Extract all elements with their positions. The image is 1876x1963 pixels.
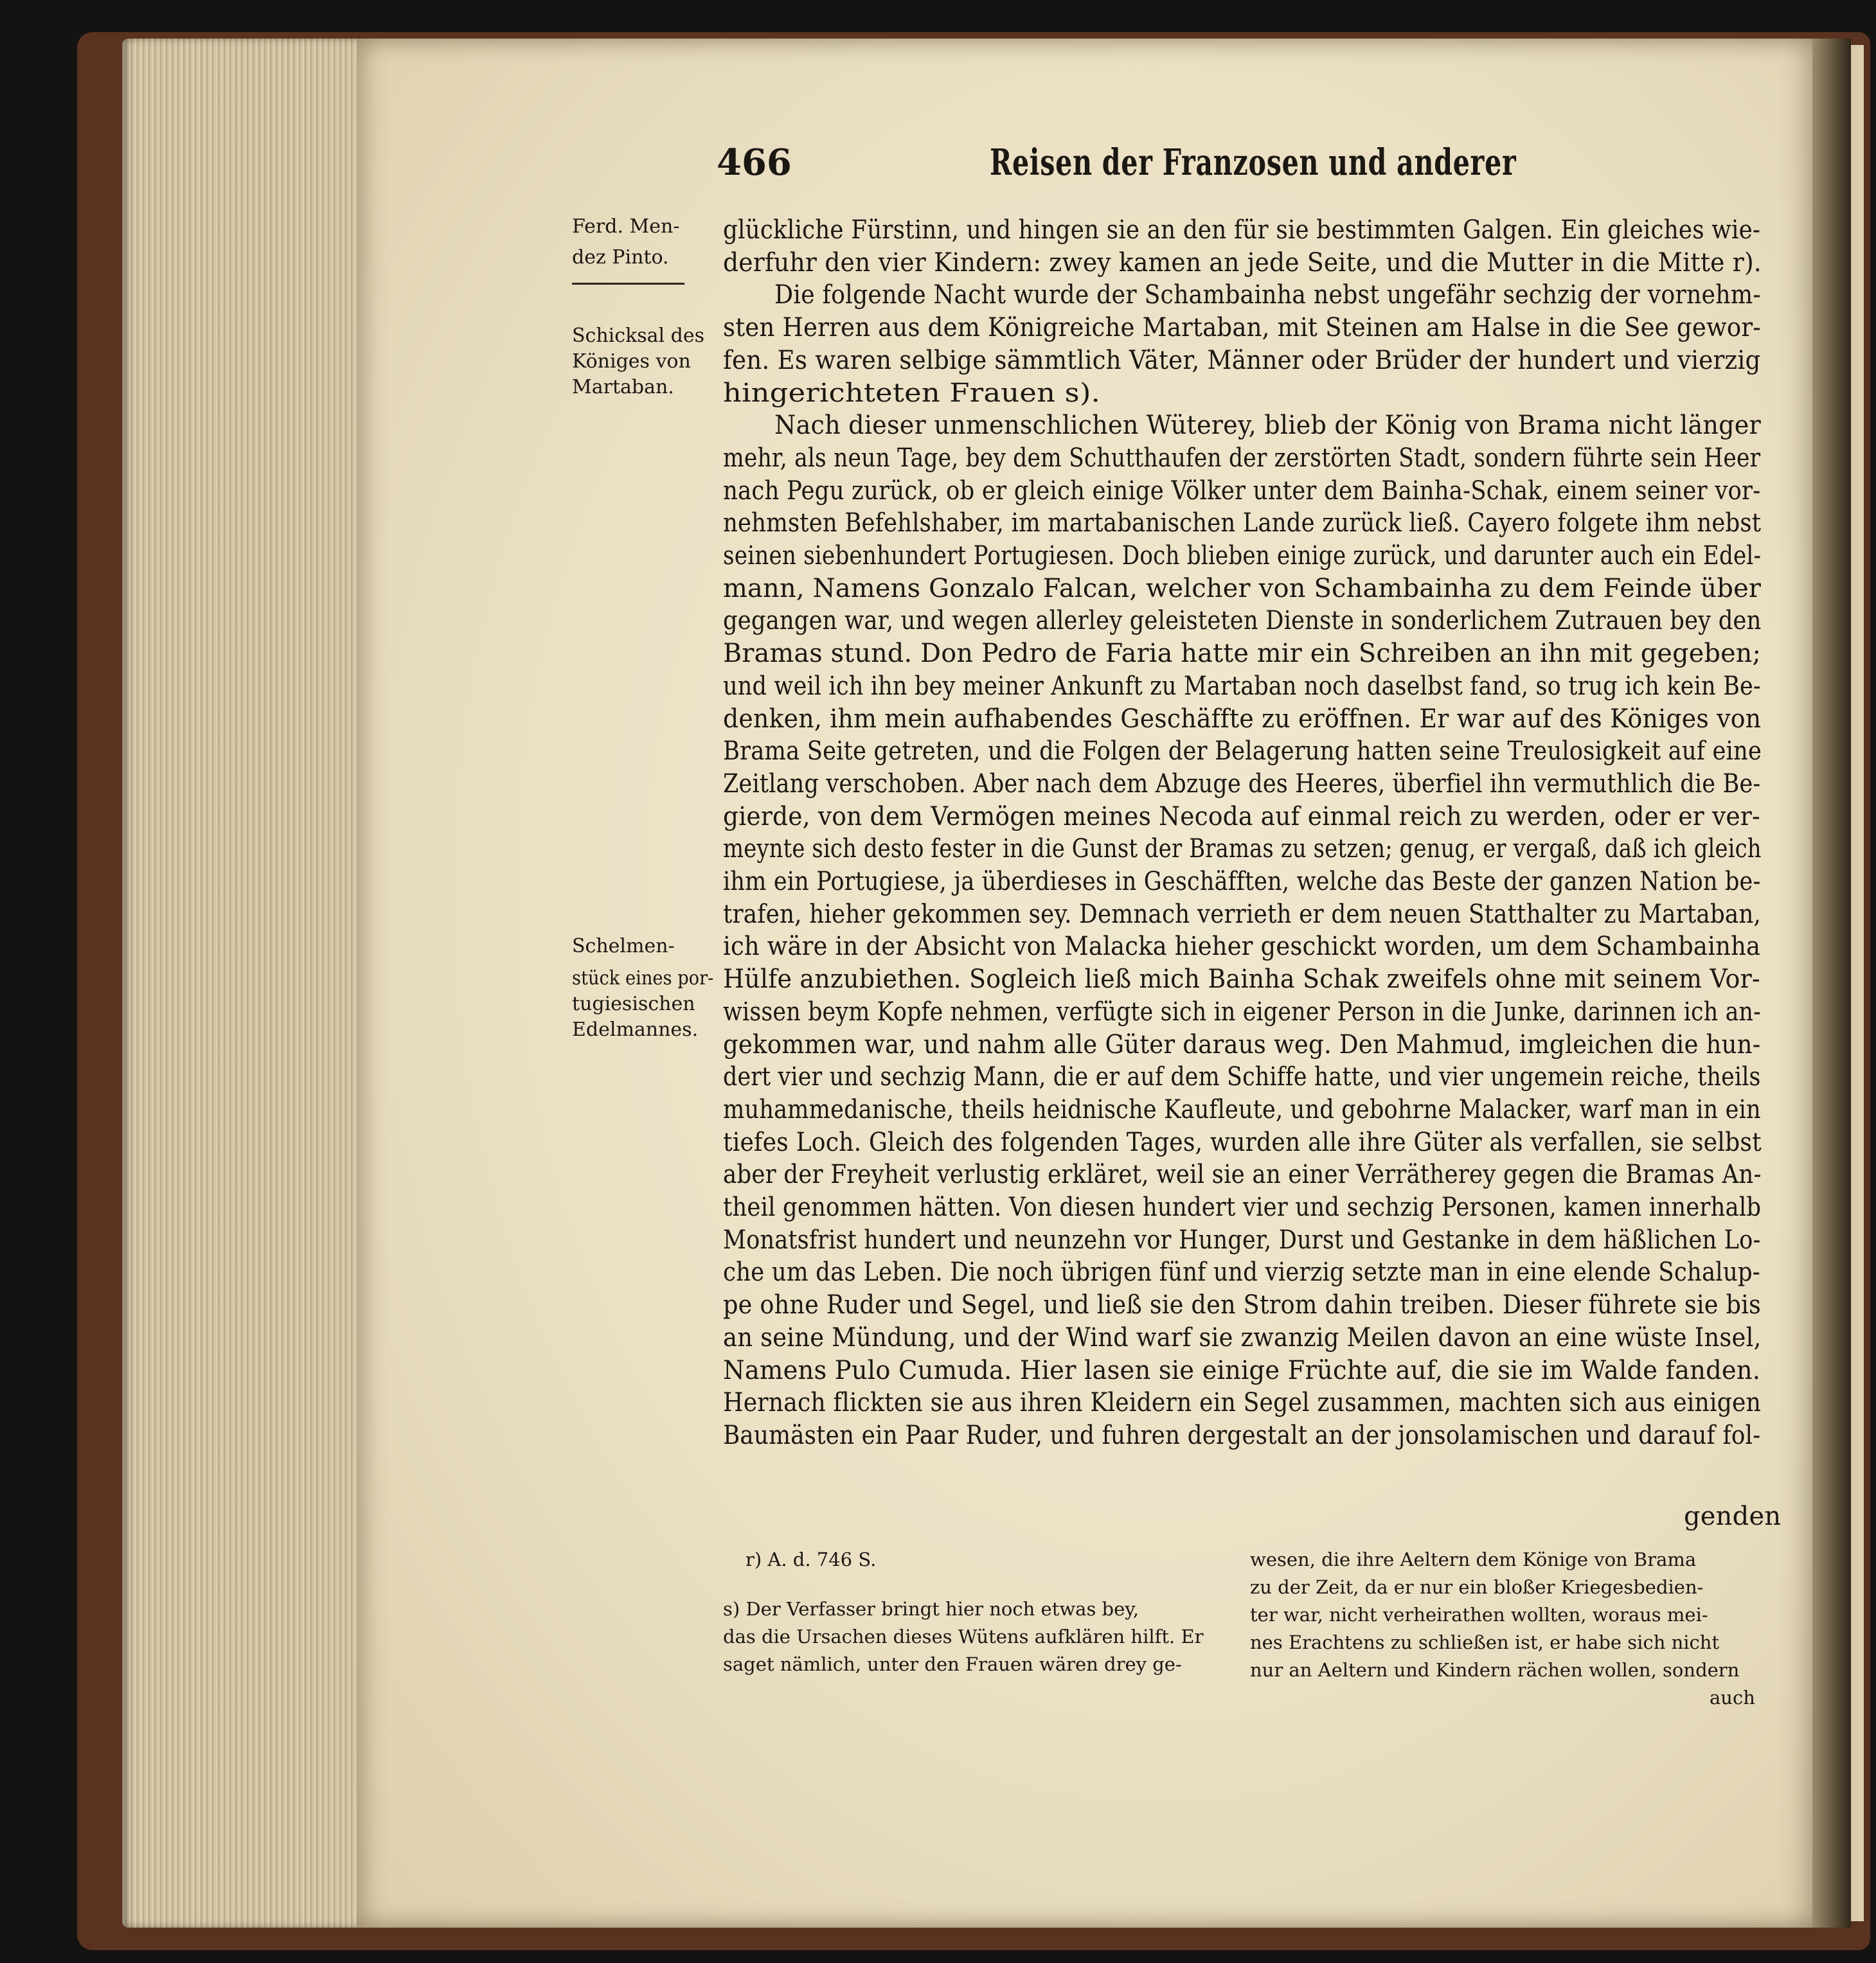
sidenote-divider bbox=[572, 283, 684, 285]
text-line: glückliche Fürstinn, und hingen sie an den für sie bestimmten Galgen. Ein gleiches wie- bbox=[723, 215, 1761, 245]
footnote-line: nur an Aeltern und Kindern rächen wollen, sondern bbox=[1250, 1659, 1740, 1681]
page-gutter bbox=[1812, 39, 1851, 1928]
text-line: trafen, hieher gekommen sey. Demnach verrieth er dem neuen Statthalter zu Martaban, bbox=[723, 900, 1762, 929]
sidenote-rogue-line: tugiesischen bbox=[572, 993, 695, 1015]
text-line: aber der Freyheit verlustig erkläret, weil sie an einer Verrätherey gegen die Bramas An- bbox=[723, 1160, 1762, 1189]
sidenote-rogue-line: Edelmannes. bbox=[572, 1018, 699, 1041]
footnote-line: wesen, die ihre Aeltern dem Könige von Brama bbox=[1250, 1549, 1697, 1570]
text-line: und weil ich ihn bey meiner Ankunft zu Martaban noch daselbst fand, so trug ich kein Be- bbox=[723, 671, 1761, 701]
footnote-line: s) Der Verfasser bringt hier noch etwas bey, bbox=[723, 1598, 1139, 1620]
text-line: Namens Pulo Cumuda. Hier lasen sie einige Früchte auf, die sie im Walde fanden. bbox=[723, 1356, 1761, 1385]
text-line: nehmsten Befehlshaber, im martabanischen Lande zurück ließ. Cayero folgete ihm nebst bbox=[723, 508, 1762, 538]
footnote-line: saget nämlich, unter den Frauen wären drey ge- bbox=[723, 1653, 1182, 1675]
text-line: fen. Es waren selbige sämmtlich Väter, Männer oder Brüder der hundert und vierzig bbox=[723, 346, 1761, 375]
text-line: denken, ihm mein aufhabendes Geschäffte zu eröffnen. Er war auf des Königes von bbox=[723, 704, 1762, 734]
text-line: ihm ein Portugiese, ja überdieses in Geschäfften, welche das Beste der ganzen Nation be- bbox=[723, 867, 1761, 896]
text-line: sten Herren aus dem Königreiche Martaban, mit Steinen am Halse in die See gewor- bbox=[723, 313, 1762, 342]
running-title: Reisen der Franzosen und anderer bbox=[990, 141, 1517, 184]
text-line: hingerichteten Frauen s). bbox=[723, 378, 1101, 408]
text-line: muhammedanische, theils heidnische Kaufleute, und gebohrne Malacker, warf man in ein bbox=[723, 1095, 1761, 1124]
text-line: nach Pegu zurück, ob er gleich einige Völker unter dem Bainha-Schak, einem seiner vor- bbox=[723, 476, 1761, 506]
footnote-line: das die Ursachen dieses Wütens aufklären hilft. Er bbox=[723, 1626, 1204, 1648]
text-line: gegangen war, und wegen allerley geleisteten Dienste in sonderlichem Zutrauen bey den bbox=[723, 606, 1762, 635]
text-line: seinen siebenhundert Portugiesen. Doch blieben einige zurück, und darunter auch ein Edel- bbox=[723, 541, 1762, 571]
text-line: gierde, von dem Vermögen meines Necoda auf einmal reich zu werden, oder er ver- bbox=[723, 802, 1760, 831]
text-line: derfuhr den vier Kindern: zwey kamen an jede Seite, und die Mutter in die Mitte r). bbox=[723, 248, 1762, 278]
sidenote-rogue-line: Schelmen- bbox=[572, 935, 675, 957]
footnote-line: r) A. d. 746 S. bbox=[746, 1549, 877, 1570]
text-line: Monatsfrist hundert und neunzehn vor Hunger, Durst und Gestanke in dem häßlichen Lo- bbox=[723, 1225, 1761, 1255]
footnote-line: nes Erachtens zu schließen ist, er habe sich nicht bbox=[1250, 1631, 1720, 1653]
text-line: Brama Seite getreten, und die Folgen der Belagerung hatten seine Treulosigkeit auf eine bbox=[723, 736, 1762, 766]
text-line: wissen beym Kopfe nehmen, verfügte sich in eigener Person in die Junke, darinnen ich an- bbox=[723, 997, 1762, 1027]
text-line: pe ohne Ruder und Segel, und ließ sie den Strom dahin treiben. Dieser führete sie bis bbox=[723, 1290, 1762, 1320]
sidenote-fate-line: Königes von bbox=[572, 350, 691, 373]
sidenote-fate-line: Martaban. bbox=[572, 376, 674, 398]
text-line: Hernach flickten sie aus ihren Kleidern ein Segel zusammen, machten sich aus einigen bbox=[723, 1388, 1762, 1417]
text-line: Nach dieser unmenschlichen Wüterey, blieb der König von Brama nicht länger bbox=[774, 411, 1761, 440]
text-line: che um das Leben. Die noch übrigen fünf und vierzig setzte man in eine elende Schalup- bbox=[723, 1257, 1760, 1287]
text-line: gekommen war, und nahm alle Güter daraus weg. Den Mahmud, imgleichen die hun- bbox=[723, 1030, 1761, 1060]
text-line: Hülfe anzubiethen. Sogleich ließ mich Bainha Schak zweifels ohne mit seinem Vor- bbox=[723, 964, 1760, 994]
text-line: tiefes Loch. Gleich des folgenden Tages, wurden alle ihre Güter als verfallen, sie selbst bbox=[723, 1128, 1762, 1157]
text-line: theil genommen hätten. Von diesen hundert vier und sechzig Personen, kamen innerhalb bbox=[723, 1193, 1762, 1222]
text-line: Baumästen ein Paar Ruder, und fuhren dergestalt an der jonsolamischen und darauf fol- bbox=[723, 1421, 1761, 1450]
text-line: Die folgende Nacht wurde der Schambainha nebst ungefähr sechzig der vornehm- bbox=[774, 280, 1761, 310]
page-number: 466 bbox=[717, 141, 792, 184]
footnote-line: zu der Zeit, da er nur ein bloßer Kriegesbedien- bbox=[1250, 1576, 1704, 1598]
text-line: ich wäre in der Absicht von Malacka hieher geschickt worden, um dem Schambainha bbox=[723, 932, 1761, 961]
text-line: dert vier und sechzig Mann, die er auf dem Schiffe hatte, und vier ungemein reiche, theils bbox=[723, 1062, 1761, 1092]
footnote-line: auch bbox=[1710, 1687, 1755, 1709]
text-line: Bramas stund. Don Pedro de Faria hatte mir ein Schreiben an ihn mit gegeben; bbox=[723, 639, 1762, 668]
text-line: Zeitlang verschoben. Aber nach dem Abzuge des Heeres, überfiel ihn vermuthlich die Be- bbox=[723, 769, 1761, 799]
sidenote-rogue-line: stück eines por- bbox=[572, 967, 714, 990]
text-line: an seine Mündung, und der Wind warf sie zwanzig Meilen davon an eine wüste Insel, bbox=[723, 1323, 1762, 1353]
sidenote-author-line: Ferd. Men- bbox=[572, 215, 680, 238]
text-line: meynte sich desto fester in die Gunst der Bramas zu setzen; genug, er vergaß, daß ich gleich bbox=[723, 834, 1762, 864]
footnote-line: ter war, nicht verheirathen wollten, woraus mei- bbox=[1250, 1604, 1708, 1626]
sidenote-fate-line: Schicksal des bbox=[572, 324, 705, 347]
sidenote-author-line: dez Pinto. bbox=[572, 246, 669, 269]
text-line: mann, Namens Gonzalo Falcan, welcher von Schambainha zu dem Feinde über bbox=[723, 574, 1762, 603]
text-line: mehr, als neun Tage, bey dem Schutthaufen der zerstörten Stadt, sondern führte sein Heer bbox=[723, 443, 1761, 473]
page-block-edges bbox=[122, 39, 366, 1928]
catchword: genden bbox=[1684, 1502, 1782, 1531]
